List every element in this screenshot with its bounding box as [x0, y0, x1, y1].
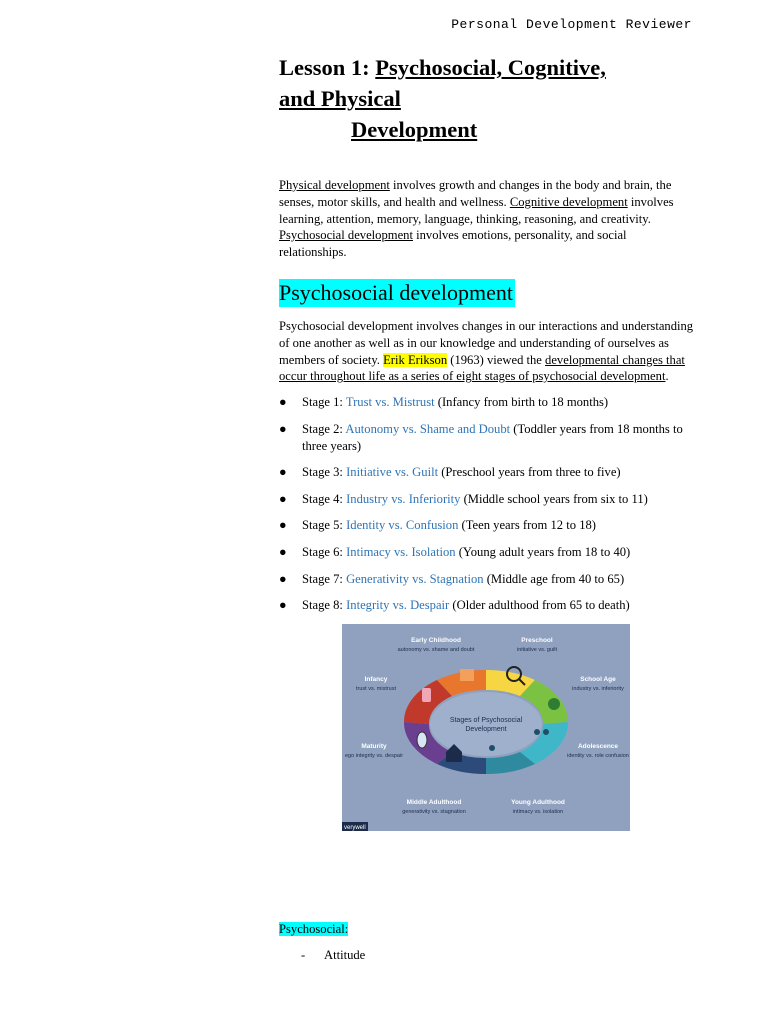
erikson-highlight: Erik Erikson: [383, 352, 448, 367]
section-heading: Psychosocial development: [279, 279, 514, 305]
label-preschool-title: Preschool: [521, 636, 553, 644]
stage-desc: (Older adulthood from 65 to death): [449, 598, 630, 613]
para2-text-3: .: [665, 369, 669, 384]
stages-wheel-illustration: [342, 624, 630, 831]
psychosocial-stages-figure: [342, 624, 630, 831]
psychosocial-label-text: Psychosocial:: [279, 922, 349, 936]
bullet-icon: ●: [279, 465, 287, 480]
stage-desc: (Toddler years from 18 months to three years): [302, 421, 683, 453]
stage-prefix: Stage 3:: [302, 465, 347, 480]
label-school-age-title: School Age: [580, 675, 616, 683]
stage-name: Autonomy vs. Shame and Doubt: [345, 421, 511, 436]
bullet-icon: ●: [279, 421, 287, 436]
people-icon-2: [543, 729, 549, 735]
bullet-icon: ●: [279, 544, 287, 559]
attitude-item: Attitude: [324, 948, 366, 962]
stage-name: Initiative vs. Guilt: [346, 465, 439, 480]
title-part-3: Development: [351, 117, 478, 142]
lesson-title: [279, 52, 694, 145]
title-part-2: and Physical: [279, 86, 401, 111]
label-maturity-sub: ego integrity vs. despair: [344, 752, 404, 759]
label-infancy-title: Infancy: [364, 675, 388, 683]
label-adolescence-title: Adolescence: [577, 742, 619, 750]
mirror-icon: [417, 732, 427, 748]
stage-desc: (Preschool years from three to five): [438, 465, 621, 480]
brand-logo: verywell: [344, 824, 366, 831]
stage-prefix: Stage 2:: [302, 421, 346, 436]
stage-list: [279, 394, 694, 614]
para2-underlined: developmental changes that occur throughout life as a series of eight stages of psychosocial development: [279, 352, 685, 384]
label-middle-adulthood-sub: generativity vs. stagnation: [402, 808, 466, 815]
bottle-icon: [422, 688, 431, 702]
list-item: [279, 544, 694, 561]
stage-prefix: Stage 5:: [302, 518, 347, 533]
stage-desc: (Middle school years from six to 11): [460, 491, 648, 506]
bullet-icon: ●: [279, 598, 287, 613]
bullet-icon: ●: [279, 518, 287, 533]
label-middle-adulthood-title: Middle Adulthood: [406, 798, 462, 806]
label-young-adulthood-sub: intimacy vs. isolation: [512, 808, 564, 815]
stage-prefix: Stage 7:: [302, 571, 347, 586]
title-part-1: Psychosocial, Cognitive,: [375, 55, 606, 80]
bullet-icon: ●: [279, 491, 287, 506]
intro-text-2: involves learning, attention, memory, language, thinking, reasoning, and creativity.: [279, 194, 674, 226]
term-cognitive: Cognitive development: [509, 194, 628, 209]
label-maturity-title: Maturity: [361, 742, 387, 750]
stage-prefix: Stage 8:: [302, 598, 347, 613]
psychosocial-paragraph: [279, 318, 694, 385]
label-adolescence-sub: identity vs. role confusion: [567, 752, 629, 759]
list-item: [301, 947, 365, 964]
term-psychosocial: Psychosocial development: [279, 228, 413, 243]
list-item: [279, 571, 694, 588]
list-item: [279, 517, 694, 534]
stage-prefix: Stage 6:: [302, 544, 347, 559]
label-young-adulthood-title: Young Adulthood: [511, 798, 565, 806]
intro-text-3: involves emotions, personality, and social relationships.: [279, 228, 627, 260]
label-early-childhood-title: Early Childhood: [411, 636, 461, 644]
intro-text-1: involves growth and changes in the body and brain, the senses, motor skills, and health and wellness.: [279, 178, 672, 209]
ring-center: [430, 692, 542, 756]
stage-desc: (Infancy from birth to 18 months): [434, 395, 609, 410]
lesson-number: Lesson 1:: [279, 55, 370, 80]
label-preschool-sub: initiative vs. guilt: [516, 646, 558, 653]
stage-prefix: Stage 1:: [302, 395, 346, 410]
list-item: [279, 421, 694, 455]
stage-desc: (Teen years from 12 to 18): [458, 518, 596, 533]
couple-icon: [489, 745, 495, 751]
term-physical: Physical development: [279, 178, 390, 192]
list-item: [279, 464, 694, 481]
stage-name: Identity vs. Confusion: [346, 518, 459, 533]
stage-desc: (Young adult years from 18 to 40): [455, 544, 631, 559]
label-early-childhood-sub: autonomy vs. shame and doubt: [397, 646, 475, 653]
intro-paragraph: [279, 177, 694, 261]
stage-prefix: Stage 4:: [302, 491, 347, 506]
stage-name: Intimacy vs. Isolation: [346, 544, 456, 559]
stage-name: Integrity vs. Despair: [346, 598, 450, 613]
para2-text-2: (1963) viewed the: [447, 352, 546, 367]
stage-desc: (Middle age from 40 to 65): [483, 571, 625, 586]
center-title-line-2: Development: [465, 725, 507, 733]
document-body: [279, 52, 694, 831]
people-icon: [534, 729, 540, 735]
para2-text-1: Psychosocial development involves changes in our interactions and understanding of one another as well as in our knowledge and understanding of ourselves as members of society.: [279, 318, 694, 367]
bullet-icon: ●: [279, 571, 287, 586]
label-school-age-sub: industry vs. inferiority: [572, 685, 624, 692]
bullet-icon: ●: [279, 395, 287, 410]
psychosocial-label: [279, 921, 348, 938]
stage-name: Trust vs. Mistrust: [345, 395, 435, 410]
blocks-icon: [460, 669, 474, 681]
dash-bullet: -: [301, 948, 306, 962]
center-title-line-1: Stages of Psychosocial: [449, 716, 523, 724]
apple-icon: [548, 698, 560, 710]
stage-name: Industry vs. Inferiority: [346, 491, 461, 506]
list-item: [279, 597, 694, 614]
stage-name: Generativity vs. Stagnation: [346, 571, 484, 586]
list-item: [279, 394, 694, 411]
list-item: [279, 491, 694, 508]
label-infancy-sub: trust vs. mistrust: [355, 685, 397, 692]
page-header: Personal Development Reviewer: [451, 17, 692, 32]
